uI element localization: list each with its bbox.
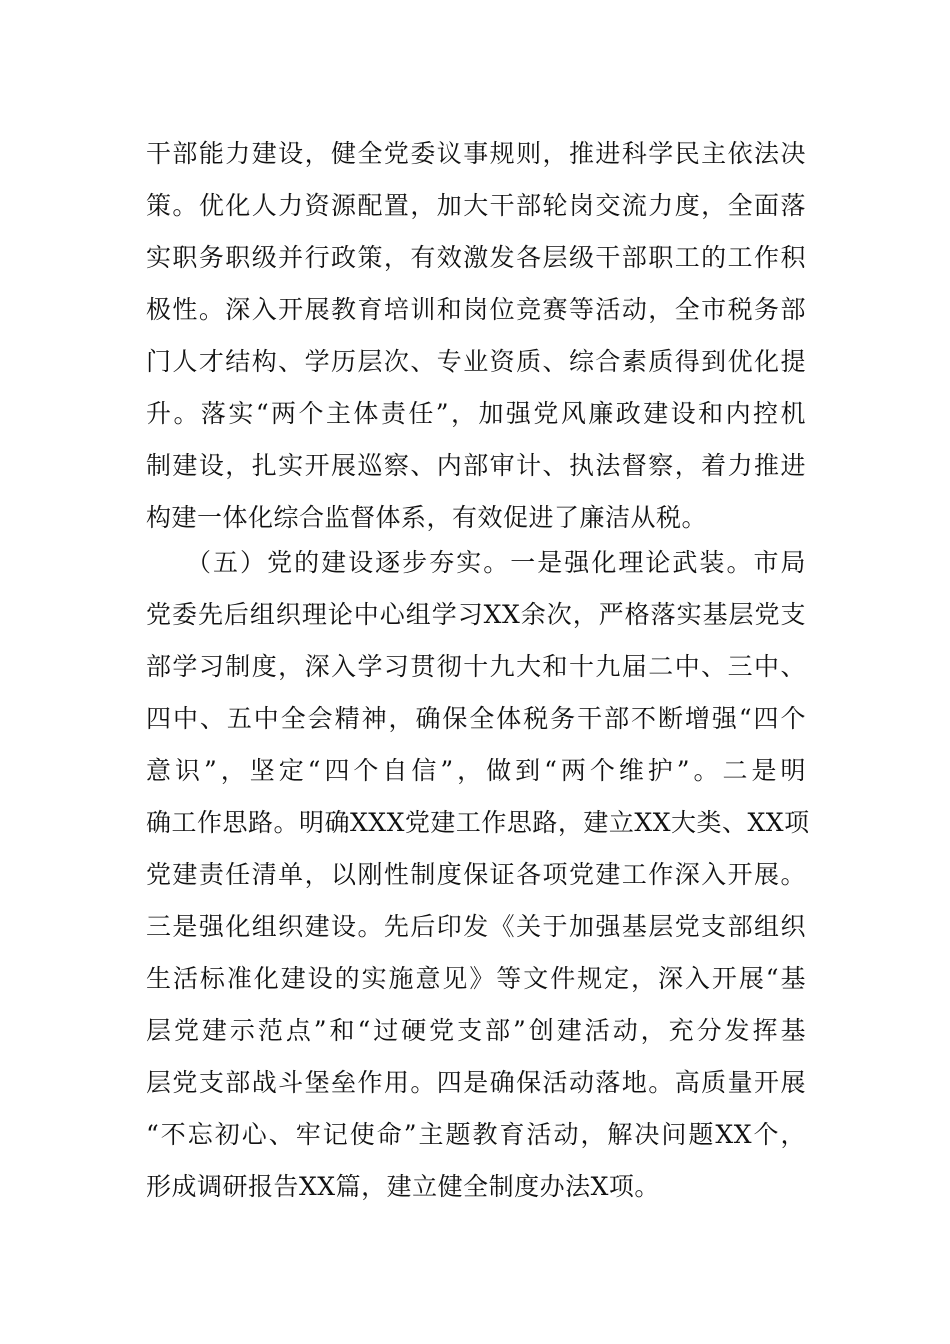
section-heading-line: （五）党的建设逐步夯实。一是强化理论武装。市局 — [186, 548, 806, 577]
text-line: 制建设，扎实开展巡察、内部审计、执法督察，着力推进 — [146, 451, 806, 480]
text-line: 四中、五中全会精神，确保全体税务干部不断增强“四个 — [146, 704, 806, 733]
text-line: 策。优化人力资源配置，加大干部轮岗交流力度，全面落 — [146, 191, 806, 220]
paragraph-cadre-building — [146, 128, 806, 544]
text-line: 形成调研报告XX篇，建立健全制度办法X项。 — [146, 1172, 660, 1201]
text-line: 干部能力建设，健全党委议事规则，推进科学民主依法决 — [146, 139, 806, 168]
text-line: 部学习制度，深入学习贯彻十九大和十九届二中、三中、 — [146, 652, 806, 681]
text-line: 构建一体化综合监督体系，有效促进了廉洁从税。 — [146, 503, 708, 532]
text-line: 极性。深入开展教育培训和岗位竞赛等活动，全市税务部 — [146, 295, 806, 324]
text-line: 升。落实“两个主体责任”，加强党风廉政建设和内控机 — [146, 399, 806, 428]
text-line: 层党建示范点”和“过硬党支部”创建活动，充分发挥基 — [146, 1016, 806, 1045]
text-line: 三是强化组织建设。先后印发《关于加强基层党支部组织 — [146, 912, 806, 941]
text-line: 门人才结构、学历层次、专业资质、综合素质得到优化提 — [146, 347, 806, 376]
text-line: 确工作思路。明确XXX党建工作思路，建立XX大类、XX项 — [146, 808, 810, 837]
text-line: “不忘初心、牢记使命”主题教育活动，解决问题XX个， — [146, 1120, 806, 1149]
text-line: 生活标准化建设的实施意见》等文件规定，深入开展“基 — [146, 964, 806, 993]
text-line: 党委先后组织理论中心组学习XX余次，严格落实基层党支 — [146, 600, 806, 629]
text-line: 实职务职级并行政策，有效激发各层级干部职工的工作积 — [146, 243, 806, 272]
paragraph-party-building — [146, 537, 810, 1213]
text-line: 层党支部战斗堡垒作用。四是确保活动落地。高质量开展 — [146, 1068, 806, 1097]
text-line: 意识”，坚定“四个自信”，做到“两个维护”。二是明 — [146, 756, 806, 785]
text-line: 党建责任清单，以刚性制度保证各项党建工作深入开展。 — [146, 860, 806, 889]
